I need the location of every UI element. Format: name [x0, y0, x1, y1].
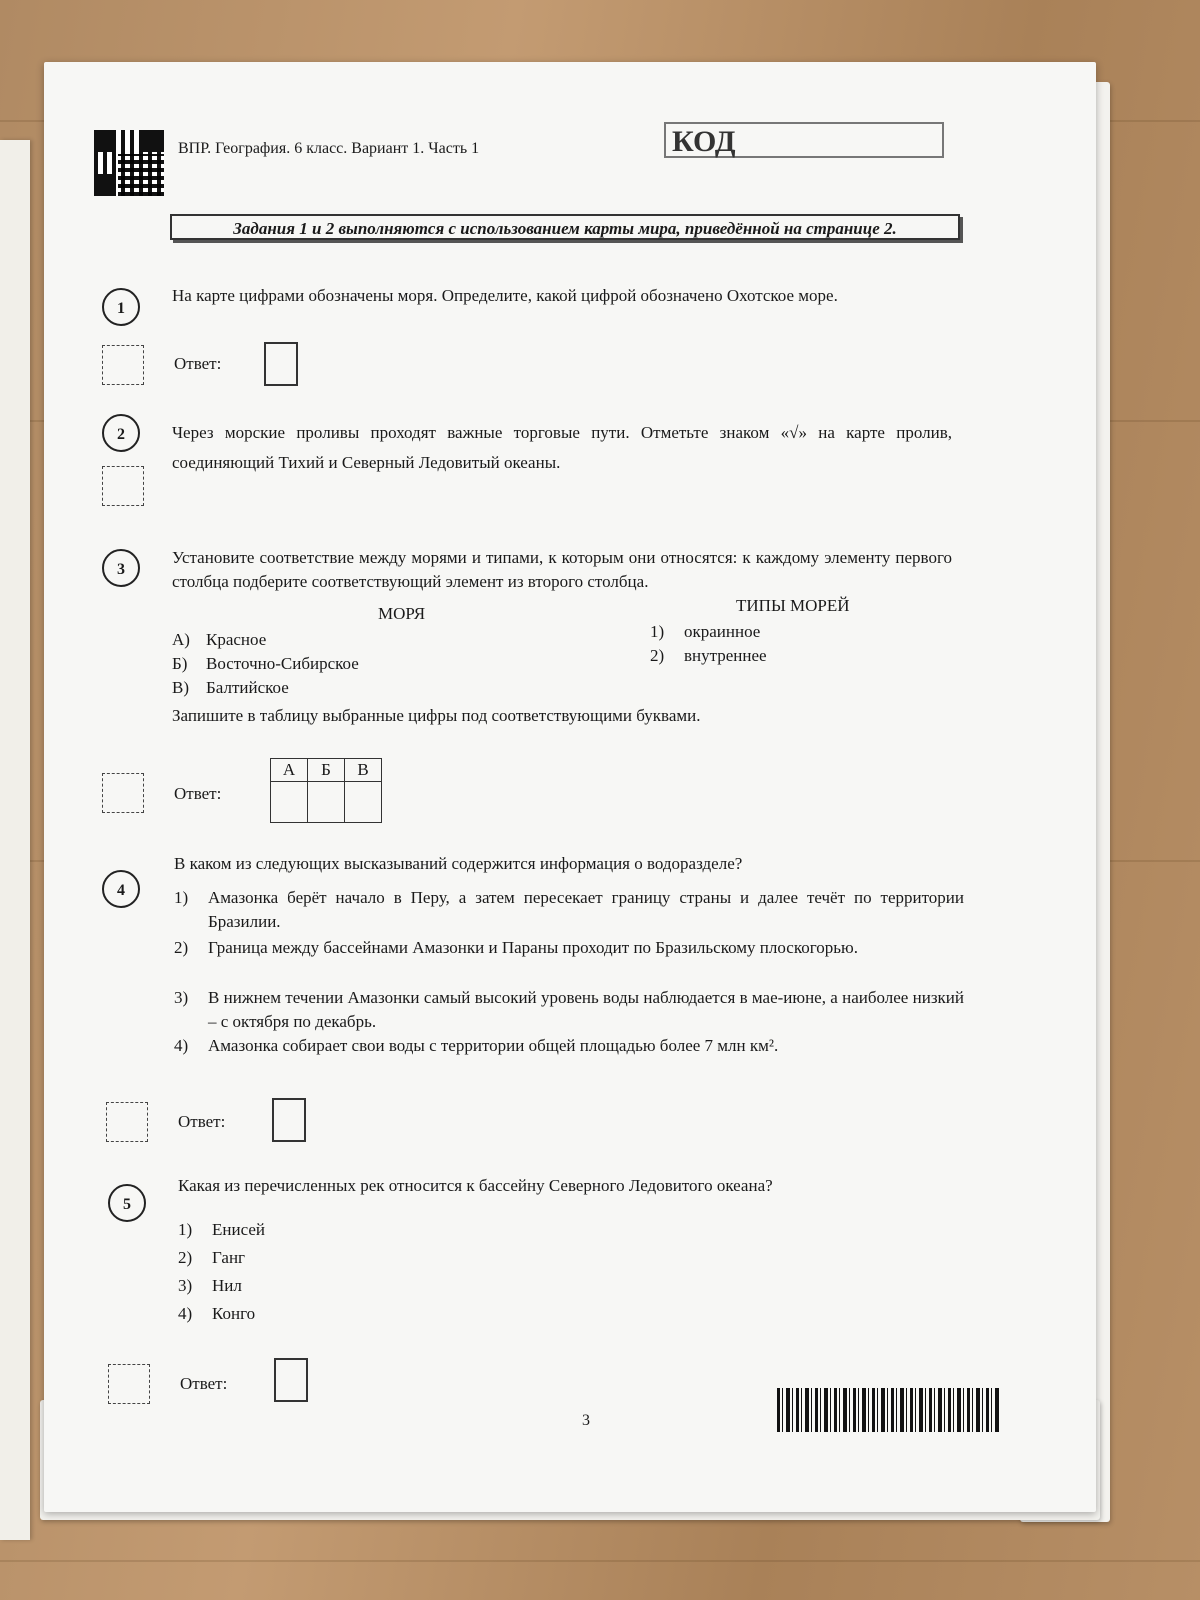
page-number: 3	[582, 1412, 590, 1429]
code-field[interactable]: КОД	[664, 122, 944, 158]
q4-option-1: 1) Амазонка берёт начало в Перу, а затем пересекает границу страны и далее течёт по территории Бразилии.	[174, 888, 964, 931]
q4-option-3: 3) В нижнем течении Амазонки самый высокий уровень воды наблюдается в мае-июне, а наиболее низкий – с октября по декабрь.	[174, 988, 964, 1031]
table-header-a: А	[271, 759, 308, 782]
question-number-5: 5	[108, 1184, 146, 1222]
question-number-3: 3	[102, 549, 140, 587]
sea-type-1: 1) окраинное	[650, 622, 761, 641]
score-box-3	[102, 773, 144, 813]
question-number-1: 1	[102, 288, 140, 326]
score-box-4	[106, 1102, 148, 1142]
answer-box-1[interactable]	[264, 342, 298, 386]
page-header-title: ВПР. География. 6 класс. Вариант 1. Часть 1	[178, 140, 480, 157]
answer-cell-v[interactable]	[345, 782, 382, 823]
table-header-b: Б	[308, 759, 345, 782]
question-1-text: На карте цифрами обозначены моря. Определите, какой цифрой обозначено Охотское море.	[172, 286, 838, 305]
question-3-text: Установите соответствие между морями и типами, к которым они относятся: к каждому элементу первого столбца подберите соответствующий элемент из второго столбца.	[172, 548, 952, 591]
answer-label-5: Ответ:	[180, 1374, 228, 1393]
answer-table	[270, 758, 382, 823]
qr-code-icon	[94, 130, 164, 196]
sea-option-v: В) Балтийское	[172, 678, 289, 697]
barcode-icon	[777, 1388, 999, 1432]
score-box-5	[108, 1364, 150, 1404]
exam-page	[44, 62, 1096, 1512]
q5-option-2: 2) Ганг	[178, 1248, 246, 1267]
sea-type-2: 2) внутреннее	[650, 646, 767, 665]
seas-column-header: МОРЯ	[378, 604, 426, 623]
question-5-text: Какая из перечисленных рек относится к бассейну Северного Ледовитого океана?	[178, 1176, 773, 1195]
answer-label-3: Ответ:	[174, 784, 222, 803]
table-header-v: В	[345, 759, 382, 782]
types-column-header: ТИПЫ МОРЕЙ	[736, 596, 850, 615]
answer-box-5[interactable]	[274, 1358, 308, 1402]
question-number-2: 2	[102, 414, 140, 452]
answer-cell-b[interactable]	[308, 782, 345, 823]
answer-label-1: Ответ:	[174, 354, 222, 373]
adjacent-sheet	[0, 140, 30, 1540]
sea-option-b: Б) Восточно-Сибирское	[172, 654, 359, 673]
question-2-text: Через морские проливы проходят важные торговые пути. Отметьте знаком «√» на карте пролив, соединяющий Тихий и Северный Ледовитый океаны.	[172, 423, 952, 472]
q4-option-2: 2) Граница между бассейнами Амазонки и Параны проходит по Бразильскому плоскогорью.	[174, 938, 858, 957]
answer-cell-a[interactable]	[271, 782, 308, 823]
answer-box-4[interactable]	[272, 1098, 306, 1142]
sea-option-a: А) Красное	[172, 630, 267, 649]
question-number-4: 4	[102, 870, 140, 908]
answer-label-4: Ответ:	[178, 1112, 226, 1131]
tasks-instruction: Задания 1 и 2 выполняются с использованием карты мира, приведённой на странице 2.	[170, 214, 960, 240]
table-instruction: Запишите в таблицу выбранные цифры под соответствующими буквами.	[172, 706, 701, 725]
q5-option-3: 3) Нил	[178, 1276, 242, 1295]
q4-option-4: 4) Амазонка собирает свои воды с территории общей площадью более 7 млн км².	[174, 1036, 779, 1055]
score-box-2	[102, 466, 144, 506]
q5-option-4: 4) Конго	[178, 1304, 256, 1323]
question-4-text: В каком из следующих высказываний содержится информация о водоразделе?	[174, 854, 743, 873]
q5-option-1: 1) Енисей	[178, 1220, 265, 1239]
score-box-1	[102, 345, 144, 385]
